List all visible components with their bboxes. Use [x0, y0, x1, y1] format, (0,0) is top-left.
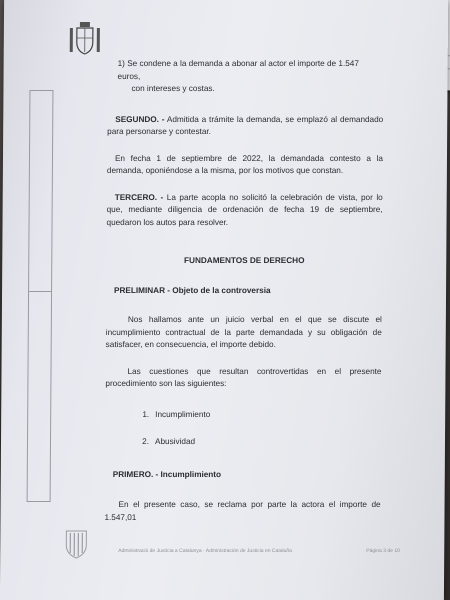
cuestiones-paragraph: Las cuestiones que resultan controvertidas en el presente procedimiento son las siguientes:	[105, 366, 382, 388]
segundo-heading: SEGUNDO. -	[115, 114, 165, 124]
list-number: 2.	[142, 437, 150, 446]
list-number: 1.	[142, 409, 150, 419]
segundo-text: Admitida a trámite la demanda, se emplazó al demandado para personarse y contestar.	[107, 114, 384, 136]
footer-page-number: Pàgina 3 de 10	[366, 548, 400, 554]
primero-heading: PRIMERO. - Incumplimiento	[112, 469, 222, 479]
list-label: Incumplimiento	[155, 409, 211, 419]
petition-item-1-cont: con intereses y costas.	[131, 84, 215, 93]
list-item	[105, 409, 381, 422]
fecha-paragraph: En fecha 1 de septiembre de 2022, la demandada contesto a la demanda, oponiéndose a la misma, por los motivos que constan.	[106, 153, 384, 175]
document-body	[104, 58, 383, 538]
tercero-text: La parte acopla no solicitó la celebración de vista, por lo que, mediante diligencia de ordenación de fecha 19 de septiembre, quedaron los autos para resolver.	[106, 192, 383, 227]
tercero-heading: TERCERO. -	[114, 192, 164, 202]
petition-item-1	[107, 58, 383, 96]
preliminar-heading: PRELIMINAR - Objeto de la controversia	[114, 285, 271, 295]
segundo-paragraph	[107, 114, 383, 139]
page-footer	[64, 543, 424, 563]
list-item	[105, 436, 381, 449]
final-paragraph: En el presente caso, se reclama por parte la actora el importe de 1.547,01	[104, 500, 381, 522]
list-label: Abusividad	[154, 437, 196, 446]
juicio-paragraph: Nos hallamos ante un juicio verbal en el que se discute el incumplimiento contractual de la parte demandada y su obligación de satisfacer, en consecuencia, el importe debido.	[105, 315, 382, 349]
fundamentos-title: FUNDAMENTOS DE DERECHO	[184, 256, 305, 265]
tercero-paragraph	[106, 192, 382, 230]
petition-item-1-text: 1) Se condene a la demanda a abonar al actor el importe de 1.547 euros,	[117, 59, 359, 81]
spanish-crest-icon	[68, 22, 102, 58]
catalan-government-logo-icon	[64, 529, 88, 559]
footer-administration-text: Administració de Justícia a Catalunya · Administración de Justicia en Cataluña	[118, 548, 292, 554]
margin-divider	[29, 291, 51, 292]
verification-margin	[27, 90, 54, 502]
